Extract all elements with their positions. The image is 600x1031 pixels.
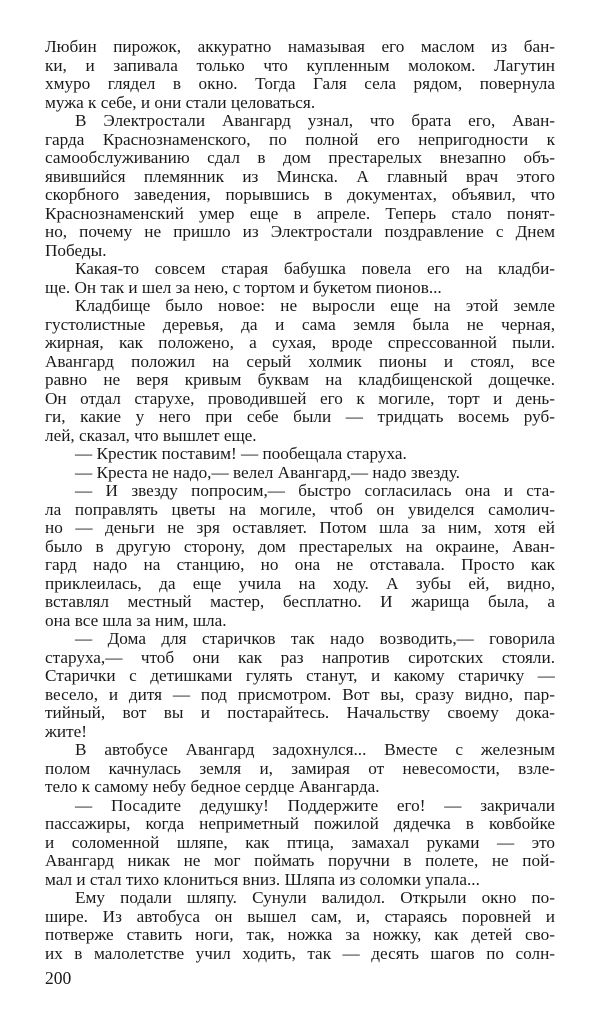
- text-line: Победы.: [45, 241, 107, 260]
- text-line: но — деньги не зря оставляет. Потом шла за ним, хотя ей: [45, 519, 555, 537]
- text-line: мал и стал тихо клониться вниз. Шляпа из соломки упала...: [45, 870, 480, 889]
- text-line: равно не веря кривым буквам на кладбищенской дощечке.: [45, 371, 555, 389]
- text-line: весело, и дитя — под присмотром. Вот вы, сразу видно, пар-: [45, 685, 555, 704]
- text-line: их в малолетстве учил ходить, так — десять шагов по солн-: [45, 944, 555, 963]
- page-number: 200: [45, 968, 72, 988]
- text-line: Какая-то совсем старая бабушка повела его на кладби-: [75, 260, 555, 278]
- text-line: явившийся племянник из Минска. А главный врач этого: [45, 167, 555, 186]
- text-line: потверже ставить ноги, так, ножка за ножку, как детей сво-: [45, 926, 555, 944]
- text-line: Авангард никак не мог поймать поручни в полете, не пой-: [45, 852, 555, 870]
- text-line: — Крестик поставим! — пообещала старуха.: [75, 445, 407, 463]
- text-line: жите!: [45, 722, 87, 741]
- text-line: но, почему не пришло из Электростали поздравление с Днем: [45, 223, 555, 241]
- text-line: мужа к себе, и они стали целоваться.: [45, 93, 316, 112]
- text-line: и соломенной шляпе, как птица, замахал руками — это: [45, 833, 555, 852]
- text-line: Ему подали шляпу. Сунули валидол. Открыли окно по-: [75, 889, 555, 907]
- text-line: приклеилась, да еще учила на ходу. А зубы ей, видно,: [45, 574, 555, 593]
- text-line: ла поправлять цветы на могиле, чтоб он увиделся самолич-: [45, 500, 555, 519]
- text-line: В Электростали Авангард узнал, что брата его, Аван-: [75, 112, 555, 130]
- text-line: — И звезду попросим,— быстро согласилась она и ста-: [75, 482, 555, 500]
- text-line: Авангард положил на серый холмик пионы и стоял, все: [45, 352, 555, 371]
- text-line: ки, и запивала только что купленным молоком. Лагутин: [45, 56, 555, 75]
- text-line: гард надо на станцию, но она не отставала. Просто как: [45, 556, 555, 574]
- page-text: [45, 38, 555, 963]
- text-line: Он отдал старухе, проводившей его к могиле, торт и день-: [45, 389, 555, 408]
- text-line: полом качнулась земля и, замирая от невесомости, взле-: [45, 759, 555, 778]
- text-line: она все шла за ним, шла.: [45, 611, 227, 630]
- text-line: Кладбище было новое: не выросли еще на этой земле: [75, 297, 555, 315]
- text-line: гарда Краснознаменского, по полной его непригодности к: [45, 130, 555, 149]
- text-line: — Посадите дедушку! Поддержите его! — закричали: [75, 796, 555, 815]
- text-line: ги, какие у него при себе были — тридцать восемь руб-: [45, 408, 555, 426]
- text-line: лей, сказал, что вышлет еще.: [45, 426, 257, 445]
- text-line: Любин пирожок, аккуратно намазывая его маслом из бан-: [45, 38, 555, 56]
- text-line: Старички с детишками гулять станут, и какому старичку —: [45, 667, 555, 685]
- text-line: хмуро глядел в окно. Тогда Галя села рядом, повернула: [45, 75, 555, 93]
- text-line: тело к самому небу бедное сердце Авангарда.: [45, 778, 380, 796]
- text-line: шире. Из автобуса он вышел сам, и, стараясь поровней и: [45, 907, 555, 926]
- text-line: — Креста не надо,— велел Авангард,— надо звезду.: [75, 463, 460, 482]
- text-line: ще. Он так и шел за нею, с тортом и букетом пионов...: [45, 278, 442, 297]
- text-line: было в другую сторону, дом престарелых на окраине, Аван-: [45, 537, 555, 556]
- text-line: пассажиры, когда неприметный пожилой дядечка в ковбойке: [45, 815, 555, 833]
- text-line: самообслуживанию сдал в дом престарелых внезапно объ-: [45, 149, 555, 167]
- text-line: жирная, как положено, а сухая, вроде спрессованной пыли.: [45, 334, 555, 352]
- text-line: В автобусе Авангард задохнулся... Вместе с железным: [75, 741, 555, 759]
- text-line: тийный, вот вы и постарайтесь. Начальству своему дока-: [45, 704, 555, 722]
- text-line: вставлял местный мастер, бесплатно. И жарища была, а: [45, 593, 555, 611]
- text-line: густолистные деревья, да и сама земля была не черная,: [45, 315, 555, 334]
- text-line: Краснознаменский умер еще в апреле. Теперь стало понят-: [45, 204, 555, 223]
- text-line: — Дома для старичков так надо возводить,— говорила: [75, 630, 555, 648]
- text-line: старуха,— чтоб они как раз напротив сиротских стояли.: [45, 648, 555, 667]
- text-line: скорбного заведения, порывшись в документах, объявил, что: [45, 186, 555, 204]
